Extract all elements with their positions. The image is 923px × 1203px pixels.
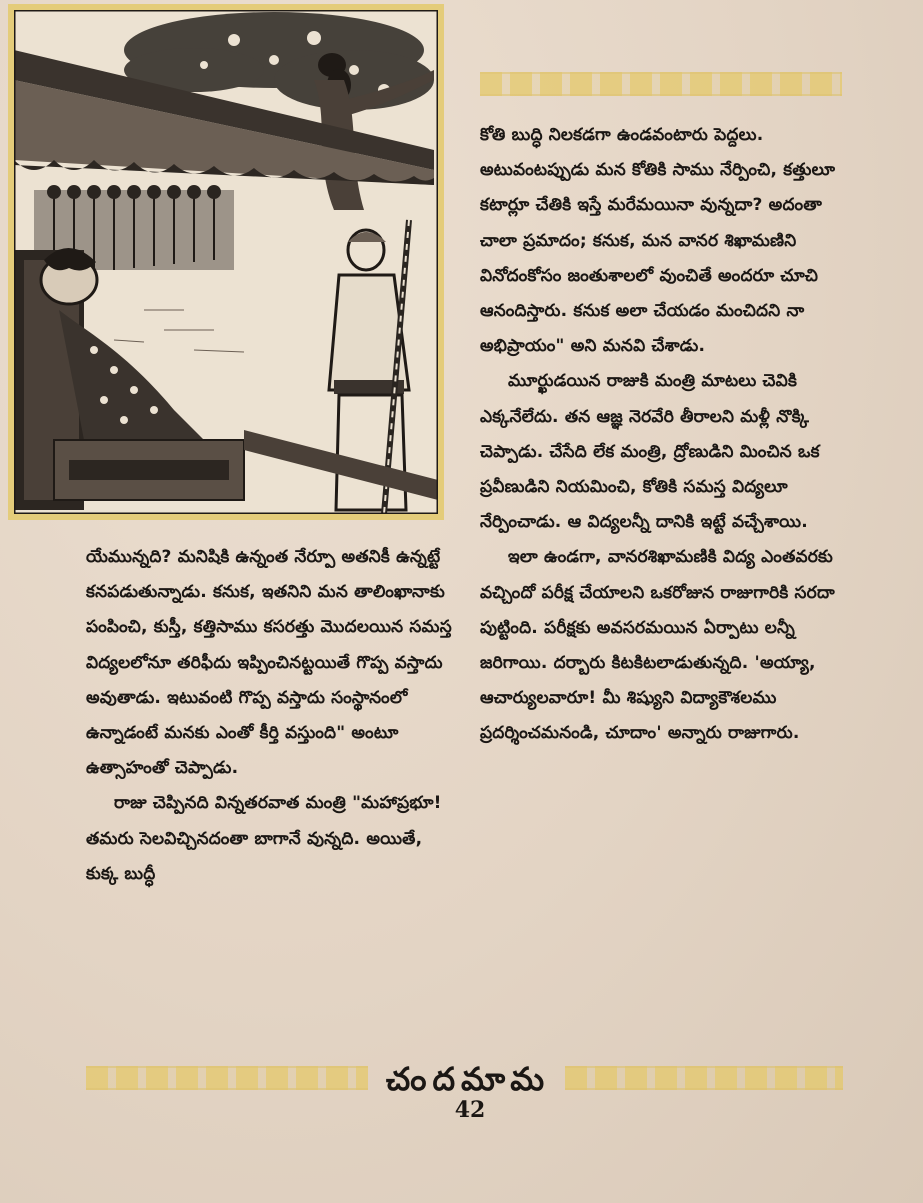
paragraph: రాజు చెప్పినది విన్నతరవాత మంత్రి "మహాప్రభూ! తమరు సెలవిచ్చినదంతా బాగానే వున్నది. అయితే, కుక్క బుద్ధీ bbox=[86, 793, 442, 884]
left-column bbox=[86, 540, 458, 892]
page-number: 42 bbox=[454, 1097, 486, 1123]
decorative-border-top bbox=[480, 72, 842, 96]
magazine-title: చందమామ bbox=[385, 1060, 551, 1098]
paragraph: యేమున్నది? మనిషికి ఉన్నంత నేర్పూ అతనికీ ఉన్నట్టే కనపడుతున్నాడు. కనుక, ఇతనిని మన తాలింఖానాకు పంపించి, కుస్తీ, కత్తిసాము కసరత్తు మొదలయిన సమస్త విద్యలలోనూ తరిఫీదు ఇప్పించినట్టయితే గొప్ప వస్తాదు అవుతాడు. ఇటువంటి గొప్ప వస్తాదు సంస్థానంలో ఉన్నాడంటే మనకు ఎంతో కీర్తి వస్తుంది" అంటూ ఉత్సాహంతో చెప్పాడు. bbox=[86, 547, 452, 779]
decorative-border-bottom-left bbox=[86, 1066, 368, 1090]
story-illustration bbox=[8, 4, 444, 520]
paragraph: ఇలా ఉండగా, వానరశిఖామణికి విద్య ఎంతవరకు వచ్చిందో పరీక్ష చేయాలని ఒకరోజున రాజుగారికి సరదా పుట్టింది. పరీక్షకు అవసరమయిన ఏర్పాటు లన్నీ జరిగాయి. దర్బారు కిటకిటలాడుతున్నది. 'అయ్యా, ఆచార్యులవారూ! మీ శిష్యుని విద్యాకౌశలము ప్రదర్శించమనండి, చూదాం' అన్నారు రాజుగారు. bbox=[480, 547, 835, 744]
paragraph: కోతి బుద్ధి నిలకడగా ఉండవంటారు పెద్దలు. అటువంటప్పుడు మన కోతికి సాము నేర్పించి, కత్తులూ కటార్లూ చేతికి ఇస్తే మరేమయినా వున్నదా? అదంతా చాలా ప్రమాదం; కనుక, మన వానర శిఖామణిని వినోదంకోసం జంతుశాలలో వుంచితే అందరూ చూచి ఆనందిస్తారు. కనుక అలా చేయడం మంచిదని నా అభిప్రాయం" అని మనవి చేశాడు. bbox=[480, 125, 836, 357]
right-column bbox=[480, 118, 850, 752]
decorative-border-bottom-right bbox=[565, 1066, 843, 1090]
paragraph: మూర్ఖుడయిన రాజుకి మంత్రి మాటలు చెవికి ఎక్కనేలేదు. తన ఆజ్ఞ నెరవేరి తీరాలని మళ్లీ నొక్కి చెప్పాడు. చేసేది లేక మంత్రి, ద్రోణుడిని మించిన ఒక ప్రవీణుడిని నియమించి, కోతికి సమస్త విద్యలూ నేర్పించాడు. ఆ విద్యలన్నీ దానికి ఇట్టే వచ్చేశాయి. bbox=[480, 371, 820, 533]
